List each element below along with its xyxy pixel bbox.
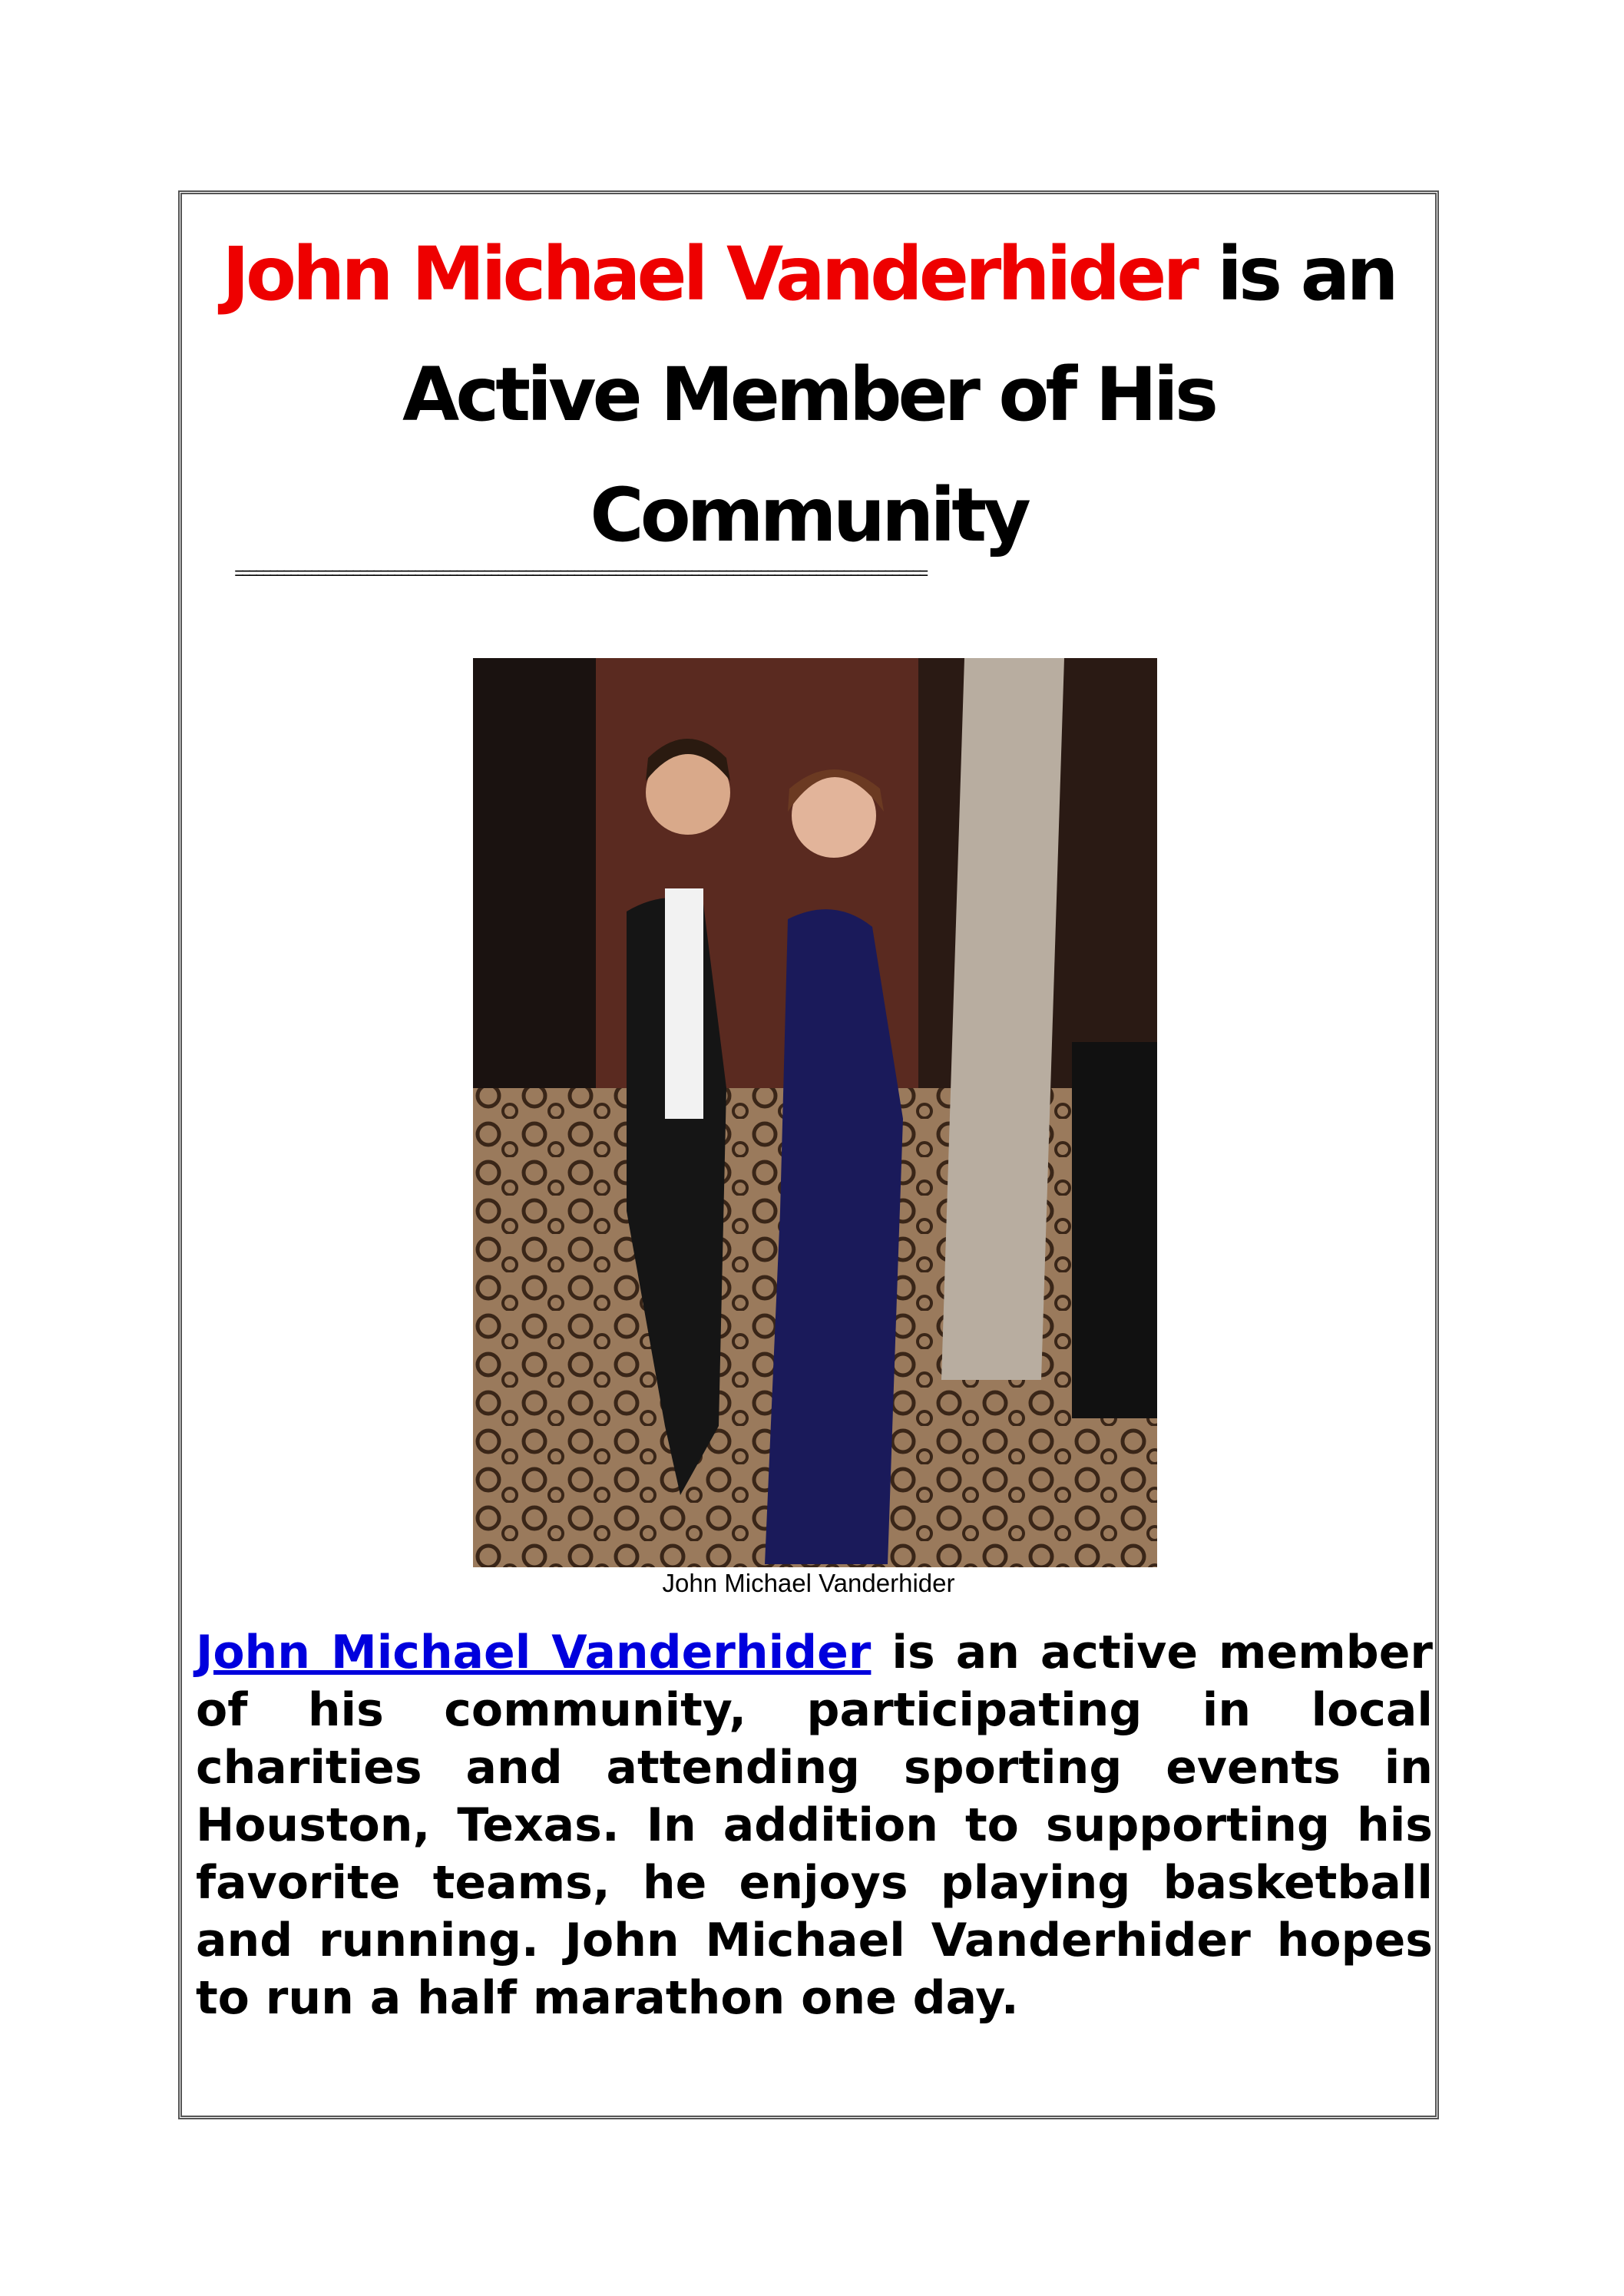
title-rest: is an Active Member of His Community	[402, 231, 1395, 558]
document-frame	[178, 190, 1439, 2119]
title-name: John Michael Vanderhider	[222, 231, 1196, 317]
separator-line: ====================================================================================================	[234, 565, 926, 584]
body-paragraph	[196, 1624, 1433, 2027]
body-text: is an active member of his community, participating in local charities and attending sporting events in Houston, Texas. In addition to supporting his favorite teams, he enjoys playing basketball and running. John Michael Vanderhider hopes to run a half marathon one day.	[196, 1626, 1433, 2025]
photo-caption: John Michael Vanderhider	[662, 1569, 955, 1597]
portrait-photo	[473, 658, 1157, 1567]
name-link[interactable]: John Michael Vanderhider	[196, 1626, 872, 1679]
page-title	[182, 214, 1435, 576]
